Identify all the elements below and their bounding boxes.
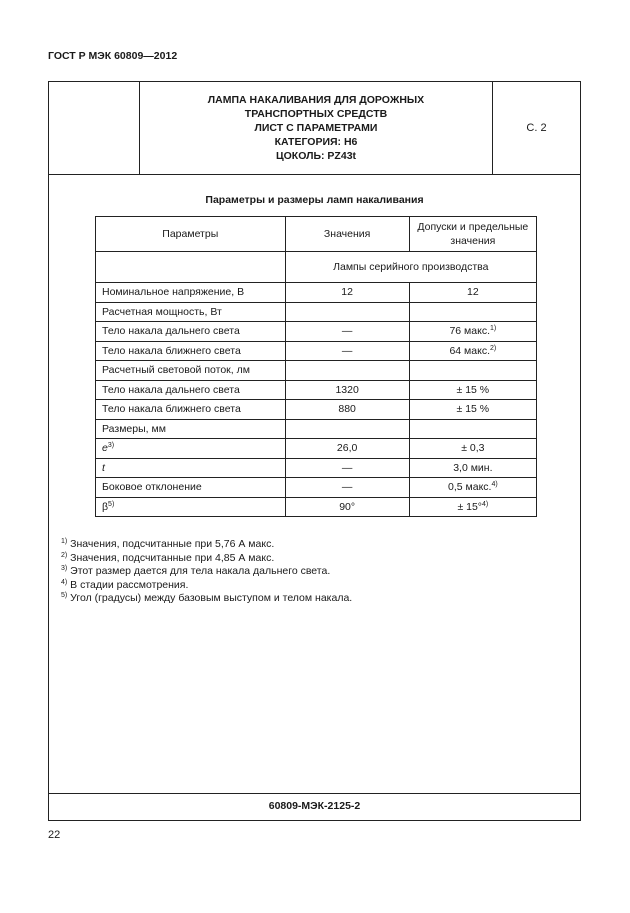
tolerance-cell — [409, 419, 536, 439]
param-cell — [96, 439, 286, 459]
tolerance-value: ± 0,3 — [461, 442, 485, 455]
value-cell: — — [285, 478, 409, 498]
param-cell — [96, 458, 286, 478]
param-cell — [96, 341, 286, 361]
param-cell — [96, 478, 286, 498]
tolerance-cell — [409, 458, 536, 478]
tolerance-value: 12 — [467, 286, 479, 299]
value-cell: 1320 — [285, 380, 409, 400]
footnote-mark: 5) — [61, 592, 68, 599]
param-label: Номинальное напряжение, В — [102, 286, 245, 299]
header-title-line: КАТЕГОРИЯ: H6 — [274, 136, 358, 148]
table-row — [96, 361, 537, 381]
footnote-mark: 2) — [61, 551, 68, 559]
tolerance-footnote-ref: 4) — [491, 481, 498, 489]
tolerance-value: 3,0 мин. — [453, 461, 493, 474]
sheet-number: С. 2 — [526, 122, 547, 134]
param-cell — [96, 380, 286, 400]
document-code: ГОСТ Р МЭК 60809—2012 — [48, 50, 178, 62]
footnote — [61, 552, 352, 566]
table-row — [96, 302, 537, 322]
value-cell: 90° — [285, 497, 409, 517]
table-subheader-row — [96, 252, 537, 283]
subheader-cell: Лампы серийного производства — [285, 252, 536, 283]
header-title-line: ЛАМПА НАКАЛИВАНИЯ ДЛЯ ДОРОЖНЫХ — [207, 94, 425, 106]
table-row — [96, 380, 537, 400]
param-label: Тело накала дальнего света — [102, 325, 240, 338]
tolerance-footnote-ref: 4) — [482, 500, 489, 508]
tolerance-value: ± 15 % — [456, 403, 490, 416]
footnote-text: Угол (градусы) между базовым выступом и телом накала. — [70, 592, 353, 604]
footnote-text: В стадии рассмотрения. — [70, 578, 189, 591]
param-cell — [96, 400, 286, 420]
tolerance-value: ± 15 % — [456, 383, 490, 396]
sheet-header — [49, 82, 580, 175]
table-row — [96, 478, 537, 498]
header-title-block — [140, 82, 493, 174]
table-row — [96, 322, 537, 342]
column-header: Значения — [285, 217, 409, 252]
table-row — [96, 283, 537, 303]
tolerance-cell — [409, 400, 536, 420]
tolerance-cell — [409, 361, 536, 381]
value-cell: — — [285, 341, 409, 361]
tolerance-cell — [409, 322, 536, 342]
param-label: Тело накала ближнего света — [102, 403, 241, 416]
tolerance-value: 64 макс. — [449, 344, 490, 357]
value-cell — [285, 419, 409, 439]
footnote — [61, 579, 352, 593]
param-label: β — [102, 500, 109, 513]
header-title-line: ТРАНСПОРТНЫХ СРЕДСТВ — [244, 108, 388, 120]
footnote-text: Значения, подсчитанные при 4,85 А макс. — [70, 551, 275, 564]
header-title-line: ЛИСТ С ПАРАМЕТРАМИ — [254, 122, 378, 134]
param-footnote-ref: 5) — [108, 500, 115, 508]
parameters-table — [95, 216, 537, 517]
param-cell — [96, 302, 286, 322]
table-row — [96, 341, 537, 361]
value-cell — [285, 361, 409, 381]
param-cell — [96, 419, 286, 439]
footnote-mark: 4) — [61, 578, 68, 586]
tolerance-value: ± 15° — [457, 500, 483, 513]
table-header-row — [96, 217, 537, 252]
footnotes — [61, 538, 352, 606]
footnote-text: Этот размер дается для тела накала дальнего света. — [70, 565, 331, 577]
param-label: Расчетный световой поток, лм — [102, 364, 250, 377]
value-cell: 26,0 — [285, 439, 409, 459]
footer-divider — [49, 793, 580, 794]
value-cell: — — [285, 322, 409, 342]
value-cell — [285, 302, 409, 322]
footnote — [61, 538, 352, 552]
header-left-cell — [49, 82, 140, 174]
param-cell — [96, 361, 286, 381]
param-label: Тело накала ближнего света — [102, 344, 241, 357]
tolerance-cell — [409, 302, 536, 322]
param-label: Тело накала дальнего света — [102, 383, 240, 396]
footnote-mark: 1) — [61, 538, 68, 545]
tolerance-cell — [409, 439, 536, 459]
footnote — [61, 592, 352, 606]
table-row — [96, 497, 537, 517]
table-row — [96, 400, 537, 420]
page-number: 22 — [48, 829, 61, 841]
param-footnote-ref: 3) — [107, 442, 115, 450]
footnote-mark: 3) — [61, 565, 68, 572]
param-cell — [96, 283, 286, 303]
tolerance-value: 0,5 макс. — [448, 481, 492, 494]
value-cell: — — [285, 458, 409, 478]
param-label: t — [102, 461, 105, 474]
param-label: Расчетная мощность, Вт — [102, 305, 222, 318]
value-cell: 880 — [285, 400, 409, 420]
tolerance-cell — [409, 497, 536, 517]
tolerance-value: 76 макс. — [449, 325, 490, 338]
tolerance-cell — [409, 283, 536, 303]
table-title: Параметры и размеры ламп накаливания — [205, 194, 424, 206]
footer-sheet-code: 60809-МЭК-2125-2 — [268, 800, 361, 812]
footnote-text: Значения, подсчитанные при 5,76 А макс. — [70, 538, 275, 550]
tolerance-footnote-ref: 1) — [490, 325, 497, 333]
param-cell — [96, 322, 286, 342]
param-label: Размеры, мм — [102, 422, 166, 435]
param-label: Боковое отклонение — [102, 481, 202, 494]
table-cell — [96, 252, 286, 283]
tolerance-footnote-ref: 2) — [490, 344, 497, 352]
value-cell: 12 — [285, 283, 409, 303]
column-header: Параметры — [96, 217, 286, 252]
table-body — [96, 283, 537, 517]
param-label: e — [102, 442, 108, 455]
table-row — [96, 419, 537, 439]
tolerance-cell — [409, 341, 536, 361]
column-header: Допуски и предельные значения — [409, 217, 536, 252]
sheet-frame — [48, 81, 581, 821]
tolerance-cell — [409, 478, 536, 498]
table-row — [96, 439, 537, 459]
tolerance-cell — [409, 380, 536, 400]
table-row — [96, 458, 537, 478]
param-cell — [96, 497, 286, 517]
footnote — [61, 565, 352, 579]
header-title-line: ЦОКОЛЬ: PZ43t — [275, 150, 357, 162]
